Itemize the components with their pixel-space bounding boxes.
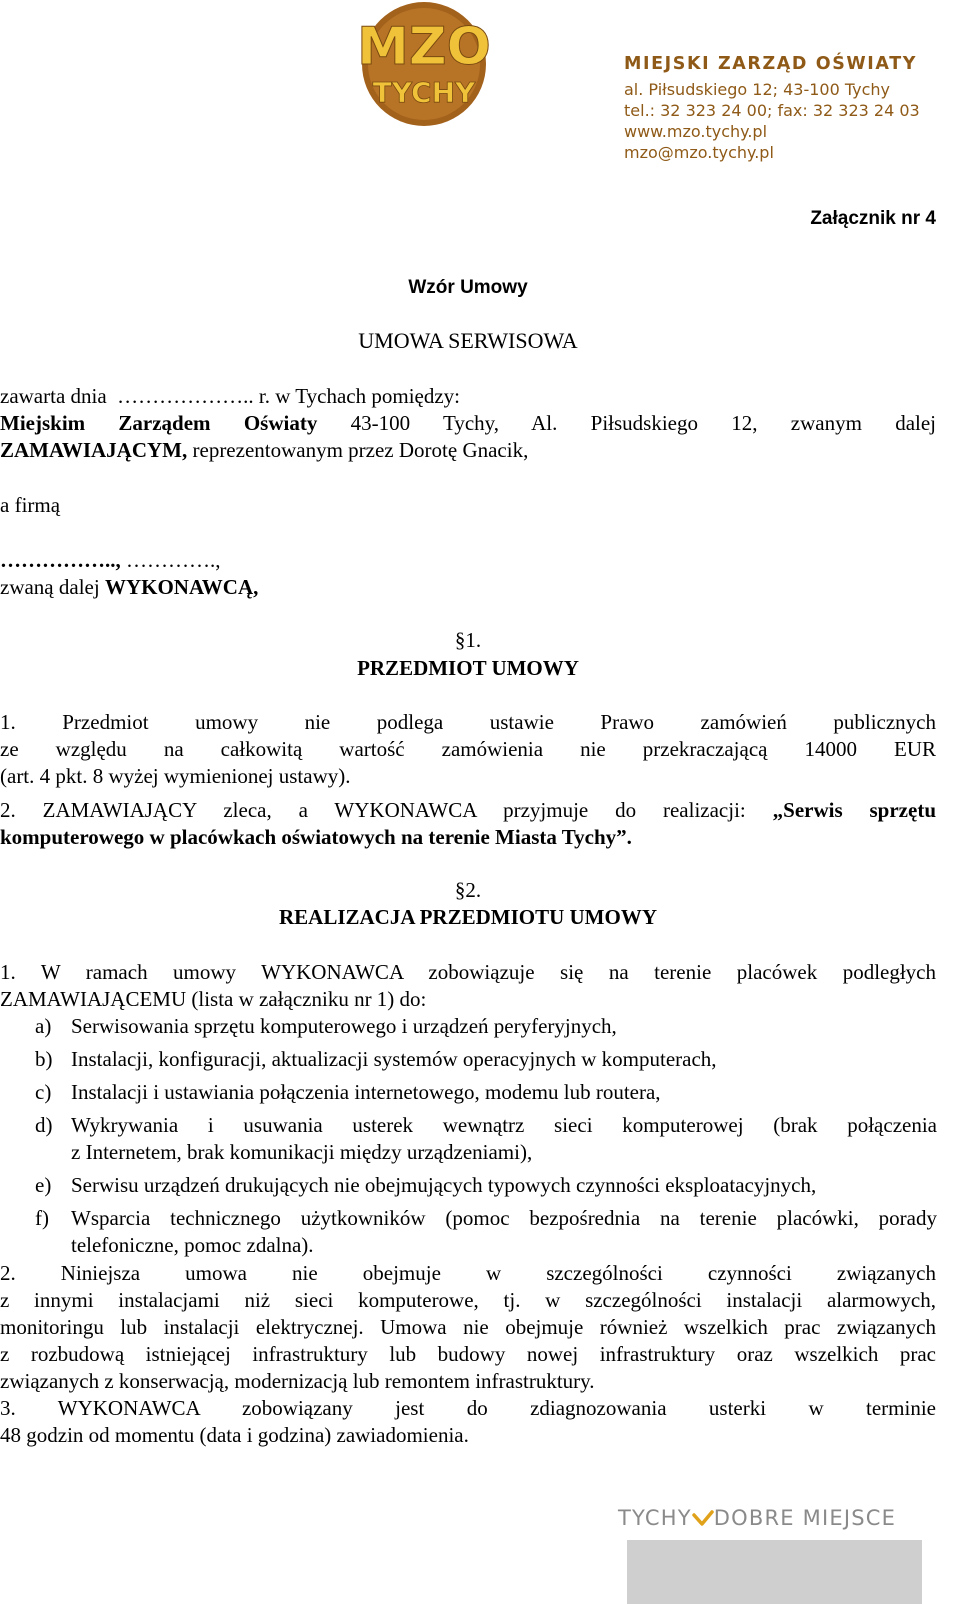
institution-name: MIEJSKI ZARZĄD OŚWIATY — [624, 54, 918, 74]
s1-p1-line2: ze względu na całkowitą wartość zamówienia nie przekraczającą 14000 EUR — [0, 737, 936, 761]
list-text: Instalacji i ustawiania połączenia internetowego, modemu lub routera, — [71, 1080, 661, 1104]
party1-details: 43-100 Tychy, Al. Piłsudskiego 12, zwanym dalej — [317, 411, 936, 435]
party1-line2 — [0, 437, 528, 464]
s2-p1-line2: ZAMAWIAJĄCEMU (lista w załączniku nr 1) do: — [0, 987, 427, 1011]
intro-line: zawarta dnia ……………….. r. w Tychach pomiędzy: — [0, 384, 461, 408]
institution-address: al. Piłsudskiego 12; 43-100 Tychy — [624, 80, 891, 99]
list-text-cont: telefoniczne, pomoc zdalna). — [71, 1233, 314, 1257]
list-letter: c) — [35, 1080, 52, 1104]
s2-p2-line4: z rozbudową istniejącej infrastruktury lub budowy nowej infrastruktury oraz wszelkich prac — [0, 1342, 936, 1366]
list-text: Serwisowania sprzętu komputerowego i urządzeń peryferyjnych, — [71, 1014, 617, 1038]
list-letter: b) — [35, 1047, 53, 1071]
s2-p3-line2: 48 godzin od momentu (data i godzina) zawiadomienia. — [0, 1423, 469, 1447]
party1-role: ZAMAWIAJĄCYM, — [0, 438, 188, 462]
document-title: UMOWA SERWISOWA — [358, 328, 578, 353]
party1-line1 — [0, 410, 936, 437]
list-text: Instalacji, konfiguracji, aktualizacji systemów operacyjnych w komputerach, — [71, 1047, 717, 1071]
party1-rep: reprezentowanym przez Dorotę Gnacik, — [187, 438, 529, 462]
section2-heading: REALIZACJA PRZEDMIOTU UMOWY — [278, 905, 658, 929]
slogan-left: TYCHY — [618, 1506, 692, 1530]
mzo-logo — [350, 0, 498, 128]
party1-name: Miejskim Zarządem Oświaty — [0, 411, 318, 435]
s1-p1-line1: 1. Przedmiot umowy nie podlega ustawie Prawo zamówień publicznych — [0, 710, 936, 734]
party2-line — [0, 574, 258, 601]
section1-heading: PRZEDMIOT UMOWY — [357, 656, 579, 680]
institution-website[interactable]: www.mzo.tychy.pl — [624, 122, 768, 141]
s2-p2-line2: z innymi instalacjami niż sieci komputerowe, tj. w szczególności instalacji alarmowych, — [0, 1288, 936, 1312]
footer-slogan — [618, 1506, 896, 1530]
and-firm: a firmą — [0, 493, 61, 517]
slogan-right: DOBRE MIEJSCE — [713, 1506, 897, 1530]
logo-text-top: MZO — [357, 17, 491, 77]
party2-called: zwaną dalej — [0, 575, 105, 599]
party2-role: WYKONAWCĄ, — [104, 575, 259, 599]
s2-p2-line5: związanych z konserwacją, modernizacją lub remontem infrastruktury. — [0, 1369, 595, 1393]
party2-dots-2: …………., — [120, 548, 221, 572]
s2-p1-line1: 1. W ramach umowy WYKONAWCA zobowiązuje się na terenie placówek podległych — [0, 960, 936, 984]
checkmark-icon — [692, 1508, 714, 1526]
template-title: Wzór Umowy — [408, 277, 528, 298]
s2-p2-line1: 2. Niniejsza umowa nie obejmuje w szczególności czynności związanych — [0, 1261, 936, 1285]
institution-email[interactable]: mzo@mzo.tychy.pl — [624, 143, 774, 162]
s1-p2-line1 — [0, 797, 936, 824]
attachment-label: Załącznik nr 4 — [810, 208, 936, 229]
s2-p3-line1: 3. WYKONAWCA zobowiązany jest do zdiagnozowania usterki w terminie — [0, 1396, 936, 1420]
list-text: Serwisu urządzeń drukujących nie obejmujących typowych czynności eksploatacyjnych, — [71, 1173, 817, 1197]
list-text: Wsparcia technicznego użytkowników (pomoc bezpośrednia na terenie placówki, porady — [71, 1206, 937, 1230]
s1-p2-bold: „Serwis sprzętu — [772, 798, 936, 822]
list-text-cont: z Internetem, brak komunikacji między urządzeniami), — [71, 1140, 533, 1164]
party2-dots-1: …………….., — [0, 548, 121, 572]
list-letter: f) — [35, 1206, 49, 1230]
party2-dots — [0, 547, 221, 574]
section1-number: §1. — [454, 628, 482, 652]
footer-bar — [627, 1540, 922, 1604]
list-letter: d) — [35, 1113, 53, 1137]
s2-p2-line3: monitoringu lub instalacji elektrycznej. Umowa nie obejmuje również wszelkich prac związanych — [0, 1315, 936, 1339]
list-letter: e) — [35, 1173, 52, 1197]
mzo-logo-emblem — [350, 0, 498, 128]
s1-p2-plain: 2. ZAMAWIAJĄCY zleca, a WYKONAWCA przyjmuje do realizacji: — [0, 798, 773, 822]
institution-phone: tel.: 32 323 24 00; fax: 32 323 24 03 — [624, 101, 920, 120]
s1-p1-line3: (art. 4 pkt. 8 wyżej wymienionej ustawy). — [0, 764, 351, 788]
list-letter: a) — [35, 1014, 52, 1038]
s1-p2-line2: komputerowego w placówkach oświatowych na terenie Miasta Tychy”. — [0, 825, 632, 849]
section2-number: §2. — [454, 878, 482, 902]
logo-text-bottom: TYCHY — [372, 76, 476, 109]
list-text: Wykrywania i usuwania usterek wewnątrz sieci komputerowej (brak połączenia — [71, 1113, 937, 1137]
